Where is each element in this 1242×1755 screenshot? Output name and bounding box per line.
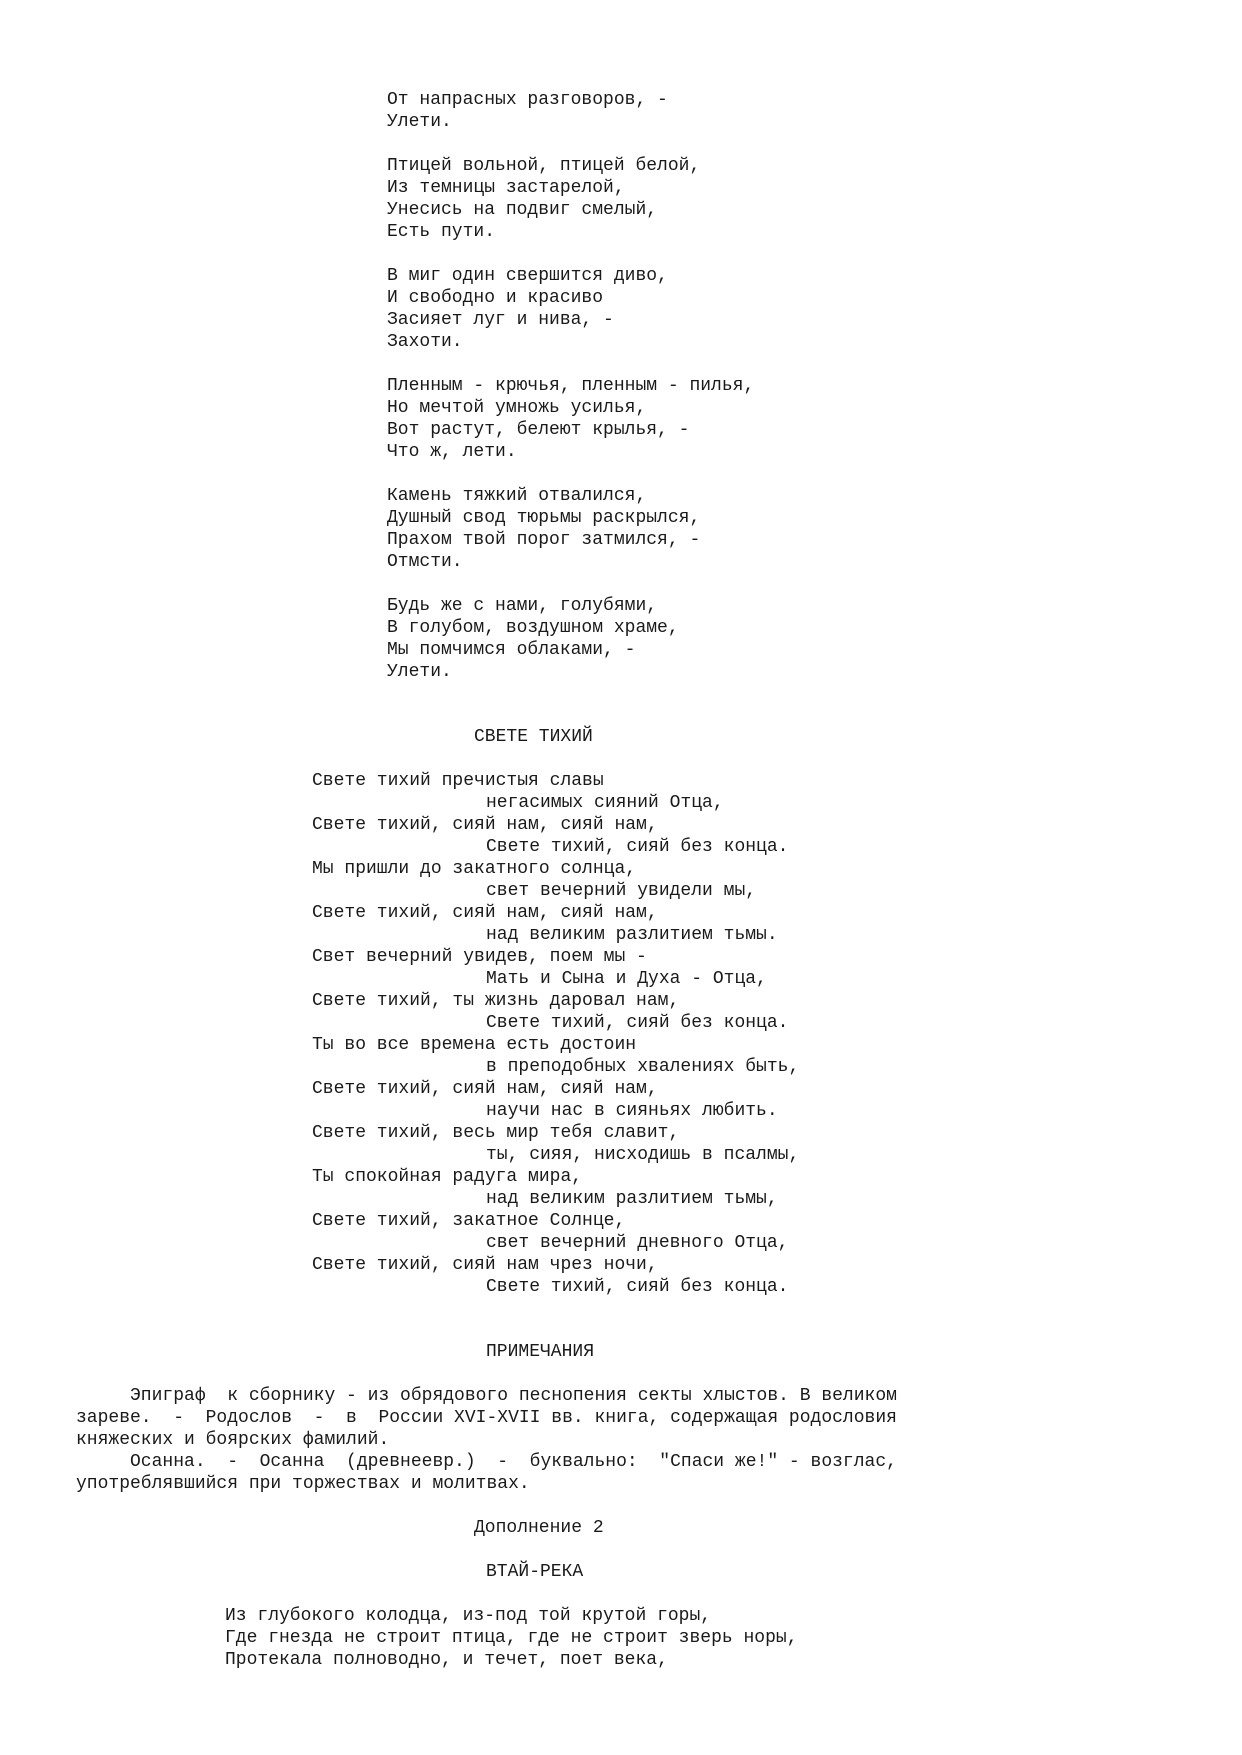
poem-line: Унесись на подвиг смелый,	[387, 200, 658, 220]
poem-line: Ты во все времена есть достоин	[312, 1035, 637, 1055]
poem-line: Захоти.	[387, 332, 463, 352]
poem-line: свет вечерний увидели мы,	[486, 881, 757, 901]
poem-line: Свете тихий, сияй нам чрез ночи,	[312, 1255, 658, 1275]
note-line: Осанна. - Осанна (древнеевр.) - буквально: "Спаси же!" - возглас,	[76, 1452, 897, 1472]
poem-line: Будь же с нами, голубями,	[387, 596, 658, 616]
poem-line: Свете тихий, весь мир тебя славит,	[312, 1123, 680, 1143]
poem-line: Улети.	[387, 662, 452, 682]
poem-line: Птицей вольной, птицей белой,	[387, 156, 701, 176]
poem-line: Свете тихий, сияй нам, сияй нам,	[312, 1079, 658, 1099]
poem-line: Камень тяжкий отвалился,	[387, 486, 647, 506]
poem-line: научи нас в сияньях любить.	[486, 1101, 778, 1121]
poem-line: Где гнезда не строит птица, где не строит зверь норы,	[225, 1628, 798, 1648]
poem-line: Свете тихий пречистыя славы	[312, 771, 604, 791]
poem-line: над великим разлитием тьмы,	[486, 1189, 778, 1209]
note-line: зареве. - Родослов - в России XVI-XVII вв. книга, содержащая родословия	[76, 1408, 897, 1428]
poem-line: Прахом твой порог затмился, -	[387, 530, 701, 550]
poem-line: Свете тихий, закатное Солнце,	[312, 1211, 626, 1231]
poem-line: Вот растут, белеют крылья, -	[387, 420, 690, 440]
poem-line: Засияет луг и нива, -	[387, 310, 614, 330]
poem-line: Но мечтой умножь усилья,	[387, 398, 647, 418]
poem-line: Свете тихий, сияй без конца.	[486, 1013, 789, 1033]
poem-line: Улети.	[387, 112, 452, 132]
poem-line: Ты спокойная радуга мира,	[312, 1167, 583, 1187]
poem-line: в преподобных хвалениях быть,	[486, 1057, 800, 1077]
poem-line: Свете тихий, сияй нам, сияй нам,	[312, 903, 658, 923]
poem-line: В миг один свершится диво,	[387, 266, 668, 286]
note-line: княжеских и боярских фамилий.	[76, 1430, 390, 1450]
poem-line: Отмсти.	[387, 552, 463, 572]
note-line: употреблявшийся при торжествах и молитвах.	[76, 1474, 530, 1494]
poem-line: свет вечерний дневного Отца,	[486, 1233, 789, 1253]
poem-line: Из глубокого колодца, из-под той крутой горы,	[225, 1606, 712, 1626]
note-line: Эпиграф к сборнику - из обрядового песнопения секты хлыстов. В великом	[76, 1386, 897, 1406]
poem-line: Есть пути.	[387, 222, 496, 242]
section-title: ПРИМЕЧАНИЯ	[486, 1342, 595, 1362]
poem-line: Свете тихий, сияй без конца.	[486, 837, 789, 857]
poem-line: Мы помчимся облаками, -	[387, 640, 636, 660]
poem-line: В голубом, воздушном храме,	[387, 618, 679, 638]
poem-line: ты, сияя, нисходишь в псалмы,	[486, 1145, 800, 1165]
poem-line: Свет вечерний увидев, поем мы -	[312, 947, 647, 967]
poem-line: Мать и Сына и Духа - Отца,	[486, 969, 767, 989]
poem-title: СВЕТЕ ТИХИЙ	[474, 727, 593, 747]
poem-line: Душный свод тюрьмы раскрылся,	[387, 508, 701, 528]
poem-line: И свободно и красиво	[387, 288, 604, 308]
poem-line: Свете тихий, сияй нам, сияй нам,	[312, 815, 658, 835]
poem-line: Свете тихий, ты жизнь даровал нам,	[312, 991, 680, 1011]
poem-line: негасимых сияний Отца,	[486, 793, 724, 813]
poem-line: Мы пришли до закатного солнца,	[312, 859, 637, 879]
poem-line: Свете тихий, сияй без конца.	[486, 1277, 789, 1297]
poem-line: Протекала полноводно, и течет, поет века,	[225, 1650, 668, 1670]
poem-line: От напрасных разговоров, -	[387, 90, 668, 110]
appendix-title: Дополнение 2	[474, 1518, 604, 1538]
poem-line: над великим разлитием тьмы.	[486, 925, 778, 945]
poem-line: Пленным - крючья, пленным - пилья,	[387, 376, 755, 396]
poem-line: Что ж, лети.	[387, 442, 517, 462]
poem-title: ВТАЙ-РЕКА	[486, 1562, 584, 1582]
poem-line: Из темницы застарелой,	[387, 178, 625, 198]
